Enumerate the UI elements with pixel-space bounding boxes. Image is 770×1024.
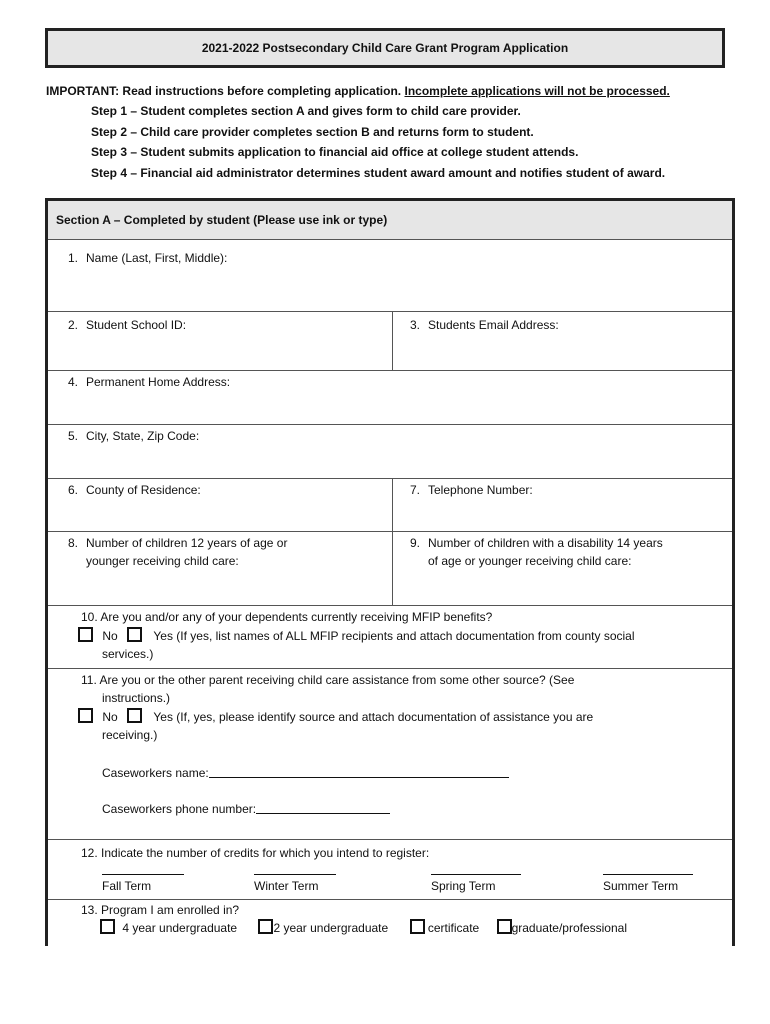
column-divider (392, 479, 393, 531)
section-a (45, 198, 735, 946)
mfip-yes-checkbox[interactable] (127, 627, 142, 642)
credits-question (48, 840, 732, 900)
q8-line2: younger receiving child care: (86, 554, 239, 568)
caseworker-name-label: Caseworkers name: (102, 766, 209, 780)
q2-label: Student School ID: (86, 318, 187, 332)
column-divider (392, 532, 393, 605)
winter-term-field[interactable] (254, 874, 336, 893)
q11-question-cont: instructions.) (102, 691, 171, 705)
q1-label: Name (Last, First, Middle): (86, 251, 228, 265)
summer-term-field[interactable] (603, 874, 693, 893)
program-4yr-label: 4 year undergraduate (122, 921, 238, 935)
section-a-header: Section A – Completed by student (Please use ink or type) (48, 201, 732, 240)
mfip-yes-label: Yes (If yes, list names of ALL MFIP recipients and attach documentation from county social (153, 629, 635, 643)
q13-question: 13. Program I am enrolled in? (81, 903, 240, 917)
county-phone-row (48, 479, 732, 532)
program-graduate-checkbox[interactable] (497, 919, 512, 934)
winter-term-label: Winter Term (254, 879, 319, 893)
mfip-yes-label-cont: services.) (102, 647, 154, 661)
program-question (48, 900, 732, 946)
form-title (45, 28, 725, 68)
school-id-field[interactable] (56, 316, 186, 334)
q4-label: Permanent Home Address: (86, 375, 231, 389)
important-notice (46, 84, 670, 98)
mfip-no-checkbox[interactable] (78, 627, 93, 642)
q1-number: 1. (67, 251, 78, 265)
mfip-question (48, 606, 732, 669)
children-count-row (48, 532, 732, 606)
program-graduate-label: graduate/professional (511, 921, 627, 935)
assist-yes-label-cont: receiving.) (102, 728, 158, 742)
caseworker-phone-label: Caseworkers phone number: (102, 802, 257, 816)
email-field[interactable] (398, 316, 559, 334)
q9-line2: of age or younger receiving child care: (428, 554, 632, 568)
assist-yes-checkbox[interactable] (127, 708, 142, 723)
q10-question: 10. Are you and/or any of your dependents currently receiving MFIP benefits? (81, 610, 493, 624)
steps-list (91, 104, 665, 186)
program-certificate-label: certificate (427, 921, 480, 935)
children-disability-field[interactable] (398, 534, 663, 570)
program-certificate-checkbox[interactable] (410, 919, 425, 934)
column-divider (392, 312, 393, 370)
assist-no-label: No (102, 710, 118, 724)
program-2yr-checkbox[interactable] (258, 919, 273, 934)
name-field[interactable] (48, 239, 732, 312)
telephone-field[interactable] (398, 481, 533, 499)
other-assistance-question (48, 669, 732, 840)
step-2: Step 2 – Child care provider completes section B and returns form to student. (91, 124, 534, 139)
spring-term-field[interactable] (431, 874, 521, 893)
q6-number: 6. (67, 483, 78, 497)
q3-label: Students Email Address: (428, 318, 559, 332)
caseworker-name-input[interactable] (209, 765, 509, 778)
step-4: Step 4 – Financial aid administrator determines student award amount and notifies student of award. (91, 165, 666, 180)
city-state-zip-field[interactable] (48, 425, 732, 479)
q6-label: County of Residence: (86, 483, 201, 497)
children-12-field[interactable] (56, 534, 287, 570)
assist-yes-label: Yes (If, yes, please identify source and attach documentation of assistance you are (153, 710, 594, 724)
q9-number: 9. (409, 536, 420, 550)
q9-line1: Number of children with a disability 14 years (428, 536, 663, 550)
form-title-text: 2021-2022 Postsecondary Child Care Grant Program Application (201, 41, 569, 55)
step-3: Step 3 – Student submits application to financial aid office at college student attends. (91, 145, 579, 159)
q2-number: 2. (67, 318, 78, 332)
county-field[interactable] (56, 481, 201, 499)
q8-line1: Number of children 12 years of age or (86, 536, 288, 550)
important-underlined: Incomplete applications will not be processed. (404, 84, 670, 98)
q7-number: 7. (409, 483, 420, 497)
fall-term-field[interactable] (102, 874, 184, 893)
program-2yr-label: 2 year undergraduate (273, 921, 389, 935)
caseworker-phone-input[interactable] (256, 801, 390, 814)
mfip-no-label: No (102, 629, 118, 643)
assist-no-checkbox[interactable] (78, 708, 93, 723)
program-4yr-checkbox[interactable] (100, 919, 115, 934)
spring-term-label: Spring Term (431, 879, 496, 893)
fall-term-label: Fall Term (102, 879, 152, 893)
q4-number: 4. (67, 375, 78, 389)
q12-question: 12. Indicate the number of credits for which you intend to register: (81, 846, 430, 860)
q7-label: Telephone Number: (428, 483, 533, 497)
q5-label: City, State, Zip Code: (86, 429, 200, 443)
step-1: Step 1 – Student completes section A and gives form to child care provider. (91, 104, 521, 118)
q11-question: 11. Are you or the other parent receiving child care assistance from some other source? (See (81, 673, 575, 687)
q8-number: 8. (67, 536, 78, 550)
home-address-field[interactable] (48, 371, 732, 425)
q5-number: 5. (67, 429, 78, 443)
q3-number: 3. (409, 318, 420, 332)
important-lead: IMPORTANT: Read instructions before completing application. (46, 84, 402, 98)
summer-term-label: Summer Term (603, 879, 679, 893)
id-email-row (48, 312, 732, 371)
